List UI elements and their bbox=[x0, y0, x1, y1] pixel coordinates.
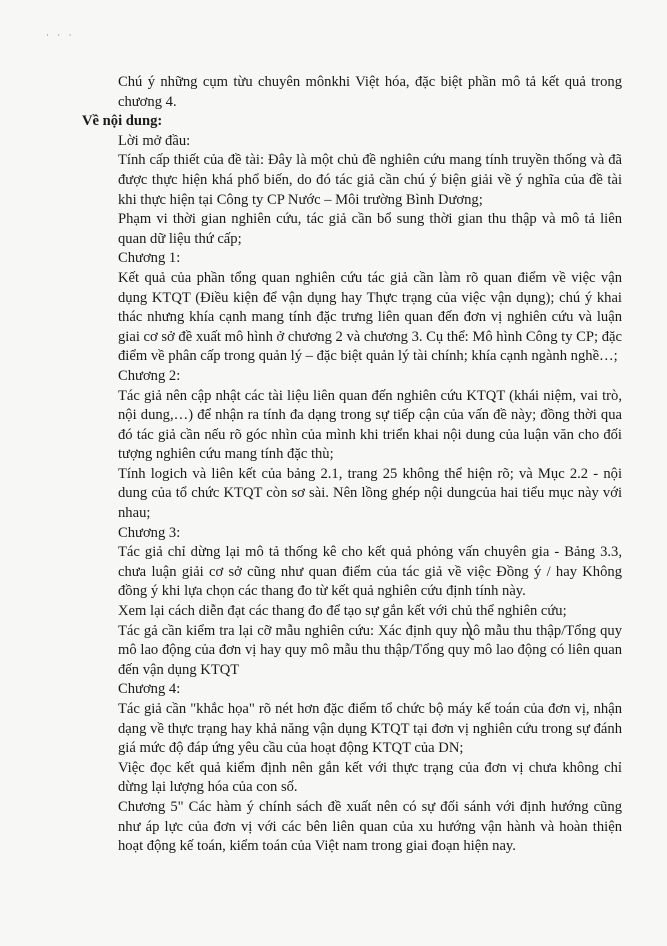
paragraph: Tính cấp thiết của đề tài: Đây là một chủ đề nghiên cứu mang tính truyền thống và đã được thực hiện khá phổ biến, do đó tác giả cần chú ý biện giải về ý nghĩa của đề tài khi thực hiện tại Công ty CP Nước – Môi trường Bình Dương; bbox=[118, 152, 622, 208]
section-label-chapter-3: Chương 3: bbox=[118, 524, 181, 541]
section-label-chapter-4: Chương 4: bbox=[118, 681, 181, 698]
scan-marks: · · · bbox=[46, 30, 75, 40]
paragraph: Việc đọc kết quả kiểm định nên gắn kết với thực trạng của đơn vị chưa không chỉ dừng lại lượng hóa của con số. bbox=[118, 759, 622, 796]
paragraph: Tác giả nên cập nhật các tài liệu liên quan đến nghiên cứu KTQT (khái niệm, vai trò, nội dung,…) để nhận ra tính đa dạng trong sự tiếp cận của vấn đề này; đồng thời qua đó tác giả cần nếu rõ góc nhìn của mình khi triển khai nội dung của luận văn cho đối tượng nghiên cứu mang tính đặc thù; bbox=[118, 387, 622, 463]
intro-paragraph: Chú ý những cụm từu chuyên mônkhi Việt hóa, đặc biệt phần mô tả kết quả trong chương 4. bbox=[118, 74, 622, 110]
section-label-chapter-1: Chương 1: bbox=[118, 250, 181, 267]
content-heading: Về nội dung: bbox=[82, 113, 163, 130]
section-label-intro: Lời mở đầu: bbox=[118, 132, 191, 149]
review-content bbox=[82, 73, 622, 857]
paragraph: Chương 5" Các hàm ý chính sách đề xuất nên có sự đối sánh với định hướng cũng như áp lực của đơn vị với các bên liên quan của xu hướng vận hành và hoàn thiện hoạt động kế toán, kiểm toán của Việt nam trong giai đoạn hiện nay. bbox=[118, 798, 622, 855]
paragraph: Tính logich và liên kết của bảng 2.1, trang 25 không thể hiện rõ; và Mục 2.2 - nội dung của tổ chức KTQT còn sơ sài. Nên lồng ghép nội dungcủa hai tiểu mục này với nhau; bbox=[118, 465, 622, 522]
section-label-chapter-2: Chương 2: bbox=[118, 367, 181, 384]
paragraph: Xem lại cách diễn đạt các thang đo để tạo sự gắn kết với chủ thể nghiên cứu; bbox=[118, 603, 567, 620]
paragraph: Tác giả chỉ dừng lại mô tả thống kê cho kết quả phỏng vấn chuyên gia - Bảng 3.3, chưa luận giải cơ sở cũng như quan điểm của tác giả về việc Đồng ý / hay Không đồng ý khi lựa chọn các thang đo từ kết quả nghiên cứu định tính này. bbox=[118, 544, 622, 600]
paragraph: Kết quả của phần tổng quan nghiên cứu tác giả cần làm rõ quan điểm về việc vận dụng KTQT (Điều kiện để vận dụng hay Thực trạng của việc vận dụng); chú ý khai thác nhưng khía cạnh mang tính đặc trưng liên quan đến đơn vị nghiên cứu và luận giai cơ sở đề xuất mô hình ở chương 2 và chương 3. Cụ thể: Mô hình Công ty CP; đặc điểm về phân cấp trong quản lý – đặc biệt quản lý tài chính; khía cạnh ngành nghề…; bbox=[118, 269, 622, 365]
paragraph: Tác giả cần "khắc họa" rõ nét hơn đặc điểm tổ chức bộ máy kế toán của đơn vị, nhận dạng về thực trạng hay khả năng vận dụng KTQT tại đơn vị nghiên cứu trong sự đánh giá mức độ đáp ứng yêu cầu của hoạt động KTQT của DN; bbox=[118, 701, 622, 757]
handwritten-mark-icon bbox=[464, 620, 478, 642]
paragraph: Phạm vi thời gian nghiên cứu, tác giả cần bổ sung thời gian thu thập và mô tả liên quan dữ liệu thứ cấp; bbox=[118, 211, 622, 247]
paragraph: Tác gả cần kiểm tra lại cỡ mẫu nghiên cứu: Xác định quy mô mẫu thu thập/Tổng quy mô lao động của đơn vị hay quy mô mẫu thu thập/Tổng quy mô lao động có liên quan đến vận dụng KTQT bbox=[118, 622, 622, 678]
